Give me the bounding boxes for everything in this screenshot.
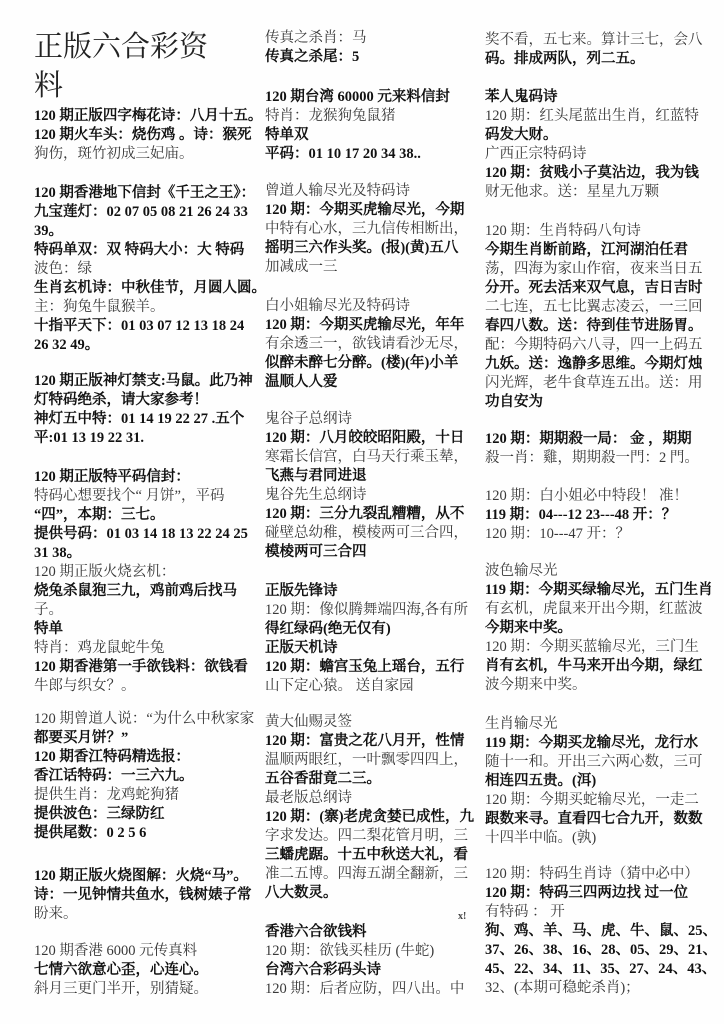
text-line: 119 期：今期买龙输尽光，龙行水 bbox=[485, 735, 699, 751]
text-line: 神灯五中特：01 14 19 22 27 .五个 bbox=[34, 411, 245, 427]
text-line: 提供波色：三绿防红 bbox=[34, 806, 165, 822]
text-line: 120 期：欲钱买桂历 (牛蛇) bbox=[265, 943, 435, 959]
text-line: 主：狗兔牛鼠猴羊。 bbox=[34, 299, 165, 315]
text-line: 狗伤，斑竹初成三妃庙。 bbox=[34, 146, 194, 162]
text-line: 今期来中奖。 bbox=[485, 620, 572, 636]
text-line: 平码：01 10 17 20 34 38.. bbox=[265, 146, 421, 162]
text-line: 鬼谷先生总纲诗 bbox=[265, 487, 367, 503]
text-line: 似醉未醉七分醉。(楼)(年)小羊 bbox=[265, 355, 459, 371]
text-line: 120 期：今期买虎输尽光，今期 bbox=[265, 202, 465, 218]
text-line: 得红绿码(绝无仅有) bbox=[265, 621, 391, 637]
text-line: 120 期：期期殺一局： 金 ，期期 bbox=[485, 431, 692, 447]
text-line: 120 期：特码生肖诗（猜中必中） bbox=[485, 866, 699, 882]
section-special-zodiac-poem bbox=[485, 865, 717, 998]
page-title-continued: 料 bbox=[34, 70, 64, 102]
text-line: 分开。死去活来双气息，吉日吉时 bbox=[485, 280, 703, 296]
section-fax-kill bbox=[265, 29, 367, 67]
text-line: 五谷香甜竟二三。 bbox=[265, 771, 381, 787]
section-zeng-daoren-poem bbox=[265, 182, 468, 277]
text-line: 摇明三六作头奖。(报)(黄)五八 bbox=[265, 240, 459, 256]
text-line: 曾道人输尽光及特码诗 bbox=[265, 183, 410, 199]
text-line: 120 期正版四字梅花诗：八月十五。 bbox=[34, 108, 263, 124]
text-line: 120 期火车头：烧伤鸡 。诗：猴死 bbox=[34, 127, 252, 143]
text-line: 八大数灵。 bbox=[265, 885, 338, 901]
text-line: 殺一肖：雞，期期殺一門：2 門。 bbox=[485, 450, 699, 466]
text-line: 随十一和。开出三六两心数，三可 bbox=[485, 754, 703, 770]
text-line: 山下定心猿。 送自家园 bbox=[265, 678, 414, 694]
text-line: 120 期正版火烧玄机： bbox=[34, 564, 176, 580]
text-line: 传真之杀肖：马 bbox=[265, 30, 367, 46]
section-wong-tai-sin-lot bbox=[265, 713, 474, 903]
text-line: 120 期：(寨)老虎贪婪已成性，九 bbox=[265, 809, 475, 825]
text-line: 119 期：04---12 23---48 开：？ bbox=[485, 507, 677, 523]
text-line: 七情六欲意心歪，心连心。 bbox=[34, 962, 208, 978]
text-line: 准二五博。四海五湖全翻新，三 bbox=[265, 866, 468, 882]
text-line: 正版先锋诗 bbox=[265, 583, 338, 599]
text-line: 最老版总纲诗 bbox=[265, 790, 352, 806]
text-line: “四”，本期：三七。 bbox=[34, 507, 165, 523]
section-hk-fax bbox=[34, 942, 208, 999]
text-line: 苯人鬼码诗 bbox=[485, 89, 558, 105]
text-line: 波色：绿 bbox=[34, 261, 92, 277]
text-line: 特肖：鸡龙鼠蛇牛兔 bbox=[34, 640, 165, 656]
text-line: 有余透三一，欲钱请看沙无尽， bbox=[265, 336, 468, 352]
section-continued-poem bbox=[485, 31, 703, 69]
text-line: 39。 bbox=[34, 223, 63, 239]
text-line: 26 32 49。 bbox=[34, 337, 100, 353]
text-line: 奖不看，五七来。算计三七，会八 bbox=[485, 32, 703, 48]
text-line: 120 期：今期买蛇输尽光，一走二 bbox=[485, 792, 699, 808]
text-line: 119 期：今期买绿输尽光，五门生肖 bbox=[485, 582, 713, 598]
text-line: 120 期正版特平码信封： bbox=[34, 469, 190, 485]
text-line: 中特有心水，三九信传相断出， bbox=[265, 221, 468, 237]
page-title: 正版六合彩资 bbox=[34, 31, 209, 63]
text-line: 120 期：生肖特码八句诗 bbox=[485, 223, 641, 239]
text-line: 广西正宗特码诗 bbox=[485, 146, 587, 162]
text-line: 肖有玄机，牛马来开出今期，绿红 bbox=[485, 658, 703, 674]
section-pioneer-poem bbox=[265, 582, 468, 696]
text-line: 春四八数。送：待到佳节进肠胃。 bbox=[485, 318, 703, 334]
section-special-flat-envelope bbox=[34, 468, 248, 696]
text-line: 寒霜长信宫，白马天行乘玉辇， bbox=[265, 449, 468, 465]
text-line: 黄大仙赐灵签 bbox=[265, 714, 352, 730]
text-line: 波今期来中奖。 bbox=[485, 677, 587, 693]
text-line: 120 期台湾 60000 元来料信封 bbox=[265, 89, 450, 105]
text-line: 十指平天下：01 03 07 12 13 18 24 bbox=[34, 318, 245, 334]
section-wave-color-lose bbox=[485, 562, 713, 695]
text-line: 盼来。 bbox=[34, 906, 78, 922]
text-line: 台湾六合彩码头诗 bbox=[265, 962, 381, 978]
text-line: 灯特码绝杀，请大家参考！ bbox=[34, 392, 208, 408]
text-line: 九妖。送：逸静多思维。今期灯烛 bbox=[485, 356, 703, 372]
section-miss-bai-poem bbox=[265, 297, 468, 392]
text-line: 120 期：贫贱小子莫沾边，我为钱 bbox=[485, 165, 699, 181]
text-line: 码。排成两队，列二五。 bbox=[485, 51, 645, 67]
section-taiwan-envelope bbox=[265, 88, 450, 164]
text-line: 37、26、38、16、28、05、29、21、 bbox=[485, 942, 717, 958]
text-line: 模棱两可三合四 bbox=[265, 544, 367, 560]
section-fire-diagram bbox=[34, 867, 252, 924]
section-xiangjiang-special bbox=[34, 710, 254, 843]
text-line: 120 期：今期买蓝输尽光，三门生 bbox=[485, 639, 699, 655]
text-line: 烧兔杀鼠狍三九，鸡前鸡后找马 bbox=[34, 583, 237, 599]
text-line: 120 期曾道人说：“为什么中秋家家 bbox=[34, 711, 255, 727]
text-line: 荡，四海为家山作宿，夜来当日五 bbox=[485, 261, 703, 277]
section-kill-round bbox=[485, 430, 699, 468]
text-line: 120 期：蟾宫玉兔上瑶台，五行 bbox=[265, 659, 465, 675]
scan-artifact-mark: x! bbox=[458, 911, 467, 922]
text-line: 温顺两眼红，一叶飘零四四上， bbox=[265, 752, 468, 768]
section-magic-lamp bbox=[34, 372, 253, 448]
text-line: 飞燕与君同进退 bbox=[265, 468, 367, 484]
text-line: 闪光辉，老牛食草连五出。送：用 bbox=[485, 375, 703, 391]
text-line: 波色输尽光 bbox=[485, 563, 558, 579]
text-line: 生肖输尽光 bbox=[485, 716, 558, 732]
text-line: 相连四五贵。(洱) bbox=[485, 773, 597, 789]
text-line: 平:01 13 19 22 31. bbox=[34, 430, 144, 446]
text-line: 香港六合欲钱料 bbox=[265, 924, 367, 940]
text-line: 鬼谷子总纲诗 bbox=[265, 411, 352, 427]
text-line: 特肖：龙猴狗兔鼠猪 bbox=[265, 108, 396, 124]
text-line: 120 期正版神灯禁支:马鼠。此乃神 bbox=[34, 373, 253, 389]
section-zodiac-lose bbox=[485, 715, 703, 848]
section-hk-underground-envelope bbox=[34, 184, 266, 355]
text-line: 温顺人人爱 bbox=[265, 374, 338, 390]
text-line: 提供生肖：龙鸡蛇狗猪 bbox=[34, 787, 179, 803]
section-hk-money-material bbox=[265, 923, 464, 999]
text-line: 牛郎与织女？。 bbox=[34, 678, 136, 694]
text-line: 120 期：红头尾蓝出生肖，红蓝特 bbox=[485, 108, 699, 124]
text-line: 香江话特码：一三六九。 bbox=[34, 768, 194, 784]
text-line: 120 期香江特码精选报： bbox=[34, 749, 190, 765]
text-line: 跟数来寻。直看四七合九开，数数 bbox=[485, 811, 703, 827]
text-line: 120 期：三分九裂乱糟糟，从不 bbox=[265, 506, 465, 522]
text-line: 码发大财。 bbox=[485, 127, 558, 143]
text-line: 有特码 ： 开 bbox=[485, 904, 565, 920]
section-plum-blossom-poem bbox=[34, 107, 262, 164]
text-line: 120 期：像似腾舞端四海,各有所 bbox=[265, 602, 468, 618]
text-line: 特码心想要找个“ 月饼”，平码 bbox=[34, 488, 225, 504]
text-line: 32、(本期可稳蛇杀肖)； bbox=[485, 980, 640, 996]
text-line: 传真之杀尾：5 bbox=[265, 49, 360, 65]
section-guiguzi-poem bbox=[265, 410, 468, 562]
section-special-segment bbox=[485, 487, 688, 544]
text-line: 31 38。 bbox=[34, 545, 82, 561]
text-line: 120 期：白小姐必中特段！ 准！ bbox=[485, 488, 688, 504]
text-line: 120 期：后者应防，四八出。中 bbox=[265, 981, 465, 997]
text-line: 诗：一见钟情共鱼水，钱树婊子常 bbox=[34, 887, 252, 903]
text-line: 白小姐输尽光及特码诗 bbox=[265, 298, 410, 314]
text-line: 有玄机，虎鼠来开出今期，红蓝波 bbox=[485, 601, 703, 617]
text-line: 提供号码：01 03 14 18 13 22 24 25 bbox=[34, 526, 248, 542]
text-line: 九宝莲灯：02 07 05 08 21 26 24 33 bbox=[34, 204, 248, 220]
text-line: 字求发达。四二梨花管月明，三 bbox=[265, 828, 468, 844]
text-line: 子。 bbox=[34, 602, 63, 618]
text-line: 120 期：今期买虎输尽光，年年 bbox=[265, 317, 465, 333]
section-zodiac-eight-verse bbox=[485, 222, 703, 412]
text-line: 120 期：10---47 开：？ bbox=[485, 526, 630, 542]
text-line: 提供尾数：0 2 5 6 bbox=[34, 825, 147, 841]
text-line: 斜月三更门半开，别猜疑。 bbox=[34, 981, 208, 997]
text-line: 配：今期特码六八寻，四一上码五 bbox=[485, 337, 703, 353]
text-line: 碰壁总幼稚，模棱两可三合四， bbox=[265, 525, 468, 541]
text-line: 正版天机诗 bbox=[265, 640, 338, 656]
text-line: 特单 bbox=[34, 621, 63, 637]
text-line: 120 期香港 6000 元传真料 bbox=[34, 943, 198, 959]
text-line: 今期生肖断前路，江河湖泊任君 bbox=[485, 242, 688, 258]
text-line: 45、22、34、11、35、27、24、43、 bbox=[485, 961, 717, 977]
text-line: 120 期正版火烧图解：火烧“马”。 bbox=[34, 868, 248, 884]
text-line: 特单双 bbox=[265, 127, 309, 143]
text-line: 120 期香港地下信封《千王之王》： bbox=[34, 185, 256, 201]
text-line: 二七连，五七比翼志凌云，一三回 bbox=[485, 299, 703, 315]
text-line: 120 期：八月皎皎昭阳殿，十日 bbox=[265, 430, 465, 446]
text-line: 生肖玄机诗：中秋佳节，月圆人圆。 bbox=[34, 280, 266, 296]
section-ghost-code-poem bbox=[485, 88, 699, 202]
text-line: 120 期香港第一手欲钱料：欲钱看 bbox=[34, 659, 248, 675]
text-line: 120 期：特码三四两边找 过一位 bbox=[485, 885, 688, 901]
text-line: 加减成一三 bbox=[265, 259, 338, 275]
text-line: 120 期：富贵之花八月开，性情 bbox=[265, 733, 465, 749]
text-line: 三蟠虎踞。十五中秋送大礼，看 bbox=[265, 847, 468, 863]
text-line: 财无他求。送：星星九万颗 bbox=[485, 184, 659, 200]
text-line: 功自安为 bbox=[485, 394, 543, 410]
text-line: 狗、鸡、羊、马、虎、牛、鼠、25、 bbox=[485, 923, 717, 939]
text-line: 都要买月饼？” bbox=[34, 730, 129, 746]
text-line: 十四半中临。(孰) bbox=[485, 830, 597, 846]
text-line: 特码单双：双 特码大小：大 特码 bbox=[34, 242, 245, 258]
